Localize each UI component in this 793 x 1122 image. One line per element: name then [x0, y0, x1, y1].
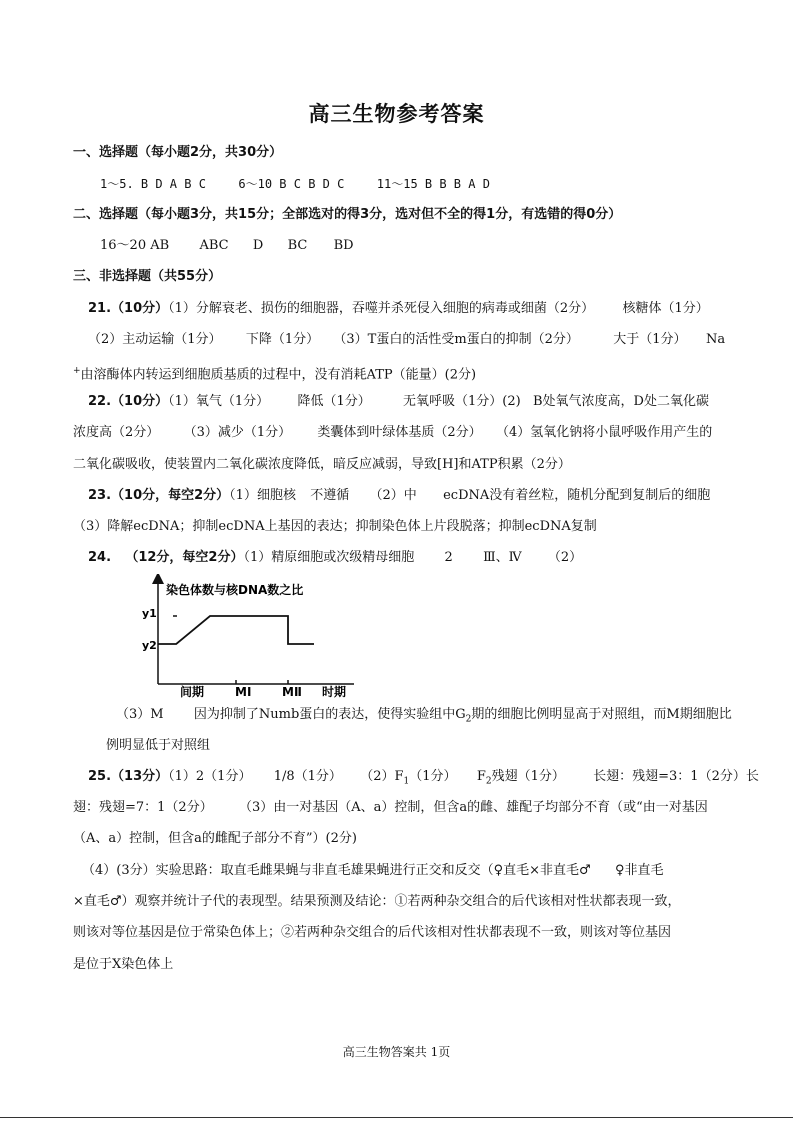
answers-16-20-first: 16～20 AB [100, 238, 170, 253]
q21-transport: 由溶酶体内转运到细胞质基质的过程中，没有消耗ATP（能量）(2分) [80, 367, 477, 383]
q22-label: 22.（10分） [88, 394, 169, 409]
q22-line3: 二氧化碳吸收，使装置内二氧化碳浓度降低，暗反应减弱，导致[H]和ATP积累（2分） [73, 457, 571, 472]
q22-line1 [88, 392, 709, 412]
x-label-m1: MⅠ [235, 685, 252, 699]
q21-line2 [88, 330, 687, 350]
ratio-series-line [158, 616, 314, 644]
q25-line3: （A、a）控制，但含a的雌配子部分不育”）(2分) [73, 831, 357, 846]
q25-line4 [82, 861, 663, 881]
section1-answers [100, 174, 490, 194]
q25-two: （1）2（1分） [168, 769, 252, 784]
q24-score: （12分，每空2分） [125, 550, 244, 565]
q24-line1 [88, 548, 582, 568]
q25-eighth: 1/8（1分） [273, 769, 342, 784]
q25-f2-text: 残翅（1分） [491, 769, 565, 784]
q22-naoh: （4）氢氧化钠将小鼠呼吸作用产生的 [495, 425, 713, 440]
q25-ratio2: 翅：残翅=7：1（2分） [73, 800, 213, 815]
q25-part3: （3）由一对基因（A、a）控制，但含a的雌、雄配子均部分不育（或“由一对基因 [239, 800, 708, 815]
answer-18: D [252, 238, 264, 253]
q21-plus: + [73, 366, 81, 376]
q24-numb-b: 期的细胞比例明显高于对照组，而M期细胞比 [471, 707, 732, 722]
q25-female-nonstraight: ♀非直毛 [614, 863, 664, 878]
q25-ratio1: 长翅：残翅=3：1（2分）长 [593, 769, 759, 784]
y-tick-label-y2: y2 [142, 639, 157, 652]
q21-na: Na [706, 332, 726, 347]
q24-two: 2 [444, 550, 453, 565]
q25-line6: 则该对等位基因是位于常染色体上；②若两种杂交组合的后代该相对性状都表现不一致，则该对等位基因 [73, 925, 672, 940]
q22-thylakoid: 类囊体到叶绿体基质（2分） [317, 425, 482, 440]
answers-6-10: 6～10 B C B D C [238, 177, 345, 191]
section1-heading: 一、选择题（每小题2分，共30分） [73, 145, 283, 160]
answer-19: BC [287, 238, 308, 253]
y-tick-label-y1: y1 [142, 607, 157, 620]
section3-heading: 三、非选择题（共55分） [73, 269, 222, 284]
q21-ribosome: 核糖体（1分） [622, 301, 709, 316]
section2-answers [100, 236, 354, 256]
q22-oxygen: （1）氧气（1分） [168, 394, 270, 409]
q24-line3: 例明显低于对照组 [106, 738, 211, 753]
q23-not-follow: 不遵循 [310, 488, 350, 503]
page-footer: 高三生物答案共 1页 [342, 1045, 451, 1059]
q24-label: 24. [88, 550, 112, 565]
q25-f2-sub: 2 [485, 776, 492, 787]
q21-greater: 大于（1分） [613, 332, 687, 347]
q23-middle: （2）中 [369, 488, 417, 503]
q21-part3: （3）T蛋白的活性受m蛋白的抑制（2分） [333, 332, 579, 347]
q25-f1-score: （1分） [409, 769, 457, 784]
q25-line7: 是位于X染色体上 [73, 957, 174, 972]
x-label-m2: MⅡ [282, 685, 302, 699]
q22-reduce: （3）减少（1分） [183, 425, 292, 440]
q22-anaerobic: 无氧呼吸（1分）(2) [403, 394, 521, 409]
q24-numb-sub: 2 [465, 714, 472, 725]
q21-line1 [88, 299, 709, 319]
ratio-chart [132, 574, 362, 704]
q21-line3 [73, 361, 476, 385]
q24-part2: （2） [547, 550, 583, 565]
q25-f1: （2）F [360, 769, 404, 784]
q25-f1-sub: 1 [403, 776, 410, 787]
q21-decrease: 下降（1分） [245, 332, 320, 347]
q23-nucleus: （1）细胞核 [229, 488, 296, 503]
q22-bd: B处氧气浓度高，D处二氧化碳 [532, 394, 709, 409]
bottom-rule [0, 1117, 793, 1118]
section2-heading: 二、选择题（每小题3分，共15分；全部选对的得3分，选对但不全的得1分，有选错的得0分） [73, 207, 622, 222]
page-title: 高三生物参考答案 [308, 102, 485, 126]
q22-line2 [73, 423, 712, 443]
q25-line2 [73, 798, 708, 818]
q24-roman: Ⅲ、Ⅳ [483, 550, 522, 565]
q21-part1: （1）分解衰老、损伤的细胞器，吞噬并杀死侵入细胞的病毒或细菌（2分） [168, 301, 595, 316]
answers-1-5: 1～5. B D A B C [100, 177, 206, 191]
q24-numb-a: 因为抑制了Numb蛋白的表达，使得实验组中G [193, 707, 466, 722]
answer-17: ABC [199, 238, 229, 253]
x-label-interphase: 间期 [180, 685, 205, 699]
chart-title: 染色体数与核DNA数之比 [166, 583, 304, 597]
x-axis-label: 时期 [322, 685, 347, 699]
q24-m: （3）M [116, 707, 164, 722]
answer-20: BD [333, 238, 354, 253]
q23-label: 23.（10分，每空2分） [88, 488, 230, 503]
q25-label: 25.（13分） [88, 769, 169, 784]
q25-line1 [88, 767, 759, 792]
answers-11-15: 11～15 B B B A D [376, 177, 490, 191]
q25-line5: ×直毛♂）观察并统计子代的表现型。结果预测及结论：①若两种杂交组合的后代该相对性状都表现一致， [73, 894, 681, 909]
q22-lower: 降低（1分） [297, 394, 371, 409]
q21-part2: （2）主动运输（1分） [88, 332, 222, 347]
q23-ecdna: ecDNA没有着丝粒，随机分配到复制后的细胞 [443, 488, 711, 503]
q25-part4: （4）(3分）实验思路：取直毛雌果蝇与非直毛雄果蝇进行正交和反交（♀直毛×非直毛♂ [82, 863, 591, 878]
q22-co2high: 浓度高（2分） [73, 425, 160, 440]
q23-line1 [88, 486, 710, 506]
q24-line2 [116, 705, 732, 730]
q24-cells: （1）精原细胞或次级精母细胞 [243, 550, 415, 565]
q25-f2: F [476, 769, 486, 784]
q23-line2: （3）降解ecDNA；抑制ecDNA上基因的表达；抑制染色体上片段脱落；抑制ecDNA复制 [73, 519, 597, 534]
q21-label: 21.（10分） [88, 301, 169, 316]
